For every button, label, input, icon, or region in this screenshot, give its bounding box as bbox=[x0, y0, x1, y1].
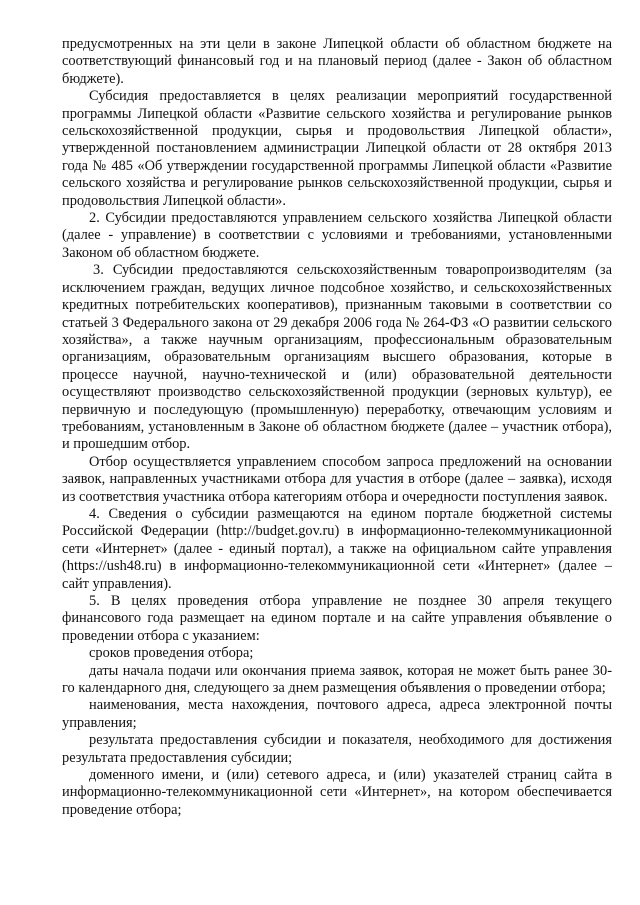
list-item-result: результата предоставления субсидии и показателя, необходимого для достижения результата предоставления субсидии; bbox=[62, 732, 612, 766]
document-page bbox=[62, 36, 612, 819]
list-item-dates: даты начала подачи или окончания приема заявок, которая не может быть ранее 30-го календарного дня, следующего за днем размещения объявления о проведении отбора; bbox=[62, 662, 612, 697]
paragraph-selection-method: Отбор осуществляется управлением способом запроса предложений на основании заявок, направленных участниками отбора для участия в отборе (далее – заявка), исходя из соответствия участника отбора категориям отбора и очередности поступления заявок. bbox=[62, 453, 612, 505]
list-item-contacts: наименования, места нахождения, почтового адреса, адреса электронной почты управления; bbox=[62, 697, 612, 731]
paragraph-item-5: 5. В целях проведения отбора управление не позднее 30 апреля текущего финансового года размещает на едином портале и на сайте управления объявление о проведении отбора с указанием: bbox=[62, 593, 612, 644]
list-item-domain: доменного имени, и (или) сетевого адреса, и (или) указателей страниц сайта в информационно-телекоммуникационной сети «Интернет», на котором обеспечивается проведение отбора; bbox=[62, 767, 612, 818]
paragraph-item-2: 2. Субсидии предоставляются управлением сельского хозяйства Липецкой области (далее - управление) в соответствии с условиями и требованиями, установленными Законом об областном бюджете. bbox=[62, 210, 612, 261]
list-item-terms: сроков проведения отбора; bbox=[89, 645, 254, 662]
paragraph-subsidy-purpose: Субсидия предоставляется в целях реализации мероприятий государственной программы Липецкой области «Развитие сельского хозяйства и регулирование рынков сельскохозяйственной продукции, сырья и продовольствия Липецкой области», утвержденной постановлением администрации Липецкой области от 28 октября 2013 года № 485 «Об утверждении государственной программы Липецкой области «Развитие сельского хозяйства и регулирование рынков сельскохозяйственной продукции, сырья и продовольствия Липецкой области». bbox=[62, 88, 612, 209]
paragraph-item-3: 3. Субсидии предоставляются сельскохозяйственным товаропроизводителям (за исключением граждан, ведущих личное подсобное хозяйство, и сельскохозяйственных кредитных потребительских кооперативов), признанным таковыми в соответствии со статьей 3 Федерального закона от 29 декабря 2006 года № 264-ФЗ «О развитии сельского хозяйства», а также научным организациям, профессиональным образовательным организациям, образовательным организациям высшего образования, которые в процессе научной, научно-технической и (или) образовательной деятельности осуществляют производство сельскохозяйственной продукции (зерновых культур), ее первичную и последующую (промышленную) переработку, отвечающим условиям и требованиям, установленным в Законе об областном бюджете (далее – участник отбора), и прошедшим отбор. bbox=[62, 262, 612, 453]
paragraph-item-4: 4. Сведения о субсидии размещаются на едином портале бюджетной системы Российской Федерации (http://budget.gov.ru) в информационно-телекоммуникационной сети «Интернет» (далее - единый портал), а также на официальном сайте управления (https://ush48.ru) в информационно-телекоммуникационной сети «Интернет» (далее – сайт управления). bbox=[62, 505, 612, 592]
paragraph-continuation: предусмотренных на эти цели в законе Липецкой области об областном бюджете на соответствующий финансовый год и на плановый период (далее - Закон об областном бюджете). bbox=[62, 36, 612, 87]
